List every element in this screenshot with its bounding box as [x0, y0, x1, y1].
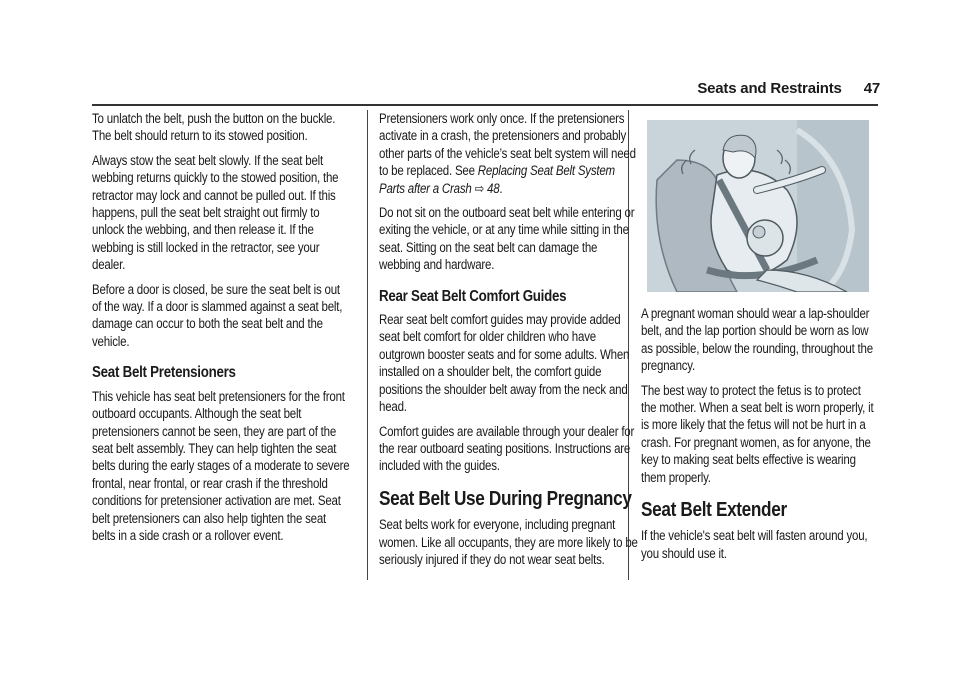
illustration-svg [647, 120, 869, 292]
heading-seat-belt-extender: Seat Belt Extender [641, 499, 787, 522]
column-3 [641, 305, 875, 569]
link-replacing-seat-belt-parts[interactable]: Replacing Seat Belt System Parts after a Crash [379, 163, 615, 196]
heading-comfort-guides: Rear Seat Belt Comfort Guides [379, 287, 567, 305]
paragraph-comfort-availability: Comfort guides are available through your dealer for the rear outboard seating positions. Instructions are included with the guides. [379, 423, 635, 474]
column-divider-1 [367, 110, 368, 580]
paragraph-stow-slowly: Always stow the seat belt slowly. If the seat belt webbing returns quickly to the stowed position, the retractor may lock and cannot be pulled out. If this happens, pull the seat belt straight out firmly to unlock the webbing, and then release it. If the webbing is still locked in the retractor, see your dealer. [92, 152, 339, 273]
paragraph-pretensioners-once: Pretensioners work only once. If the pretensioners activate in a crash, the pretensioners and probably other parts of the vehicle’s seat belt system will need to be replaced. See Replacing Seat Belt System Parts after a Crash ⇨ 48. [379, 111, 636, 196]
paragraph-protect-fetus: The best way to protect the fetus is to protect the mother. When a seat belt is worn properly, it is more likely that the fetus will not be hurt in a crash. For pregnant women, as for anyone, the key to making seat belts effective is wearing them properly. [641, 382, 874, 485]
page-reference-number[interactable]: 48 [487, 180, 500, 196]
page-number: 47 [863, 80, 880, 97]
paragraph-pregnancy-intro: Seat belts work for everyone, including pregnant women. Like all occupants, they are more likely to be seriously injured if they do not wear seat belts. [379, 517, 638, 567]
page-reference-icon: ⇨ [474, 180, 485, 196]
paragraph-pretensioners: This vehicle has seat belt pretensioners for the front outboard occupants. Although the seat belt pretensioners cannot be seen, they are part of the seat belt assembly. They can help tighten the seat belts during the early stages of a moderate to severe frontal, near frontal, or rear crash if the threshold conditions for pretensioner activation are met. Seat belt pretensioners can also help tighten the seat belts in a side crash or a rollover event. [92, 388, 350, 543]
column-2 [379, 110, 639, 575]
heading-pregnancy: Seat Belt Use During Pregnancy [379, 487, 632, 510]
page-header [600, 80, 880, 102]
paragraph-do-not-sit: Do not sit on the outboard seat belt while entering or exiting the vehicle, or at any time while sitting in the seat. Sitting on the seat belt can damage the webbing and hardware. [379, 205, 635, 273]
paragraph-unlatch: To unlatch the belt, push the button on the buckle. The belt should return to its stowed position. [92, 111, 336, 144]
heading-pretensioners: Seat Belt Pretensioners [92, 364, 236, 382]
paragraph-comfort-guides: Rear seat belt comfort guides may provide added seat belt comfort for older children who have outgrown booster seats and for some adults. When installed on a shoulder belt, the comfort guide positions the shoulder belt away from the neck and head. [379, 312, 630, 415]
paragraph-door-closed: Before a door is closed, be sure the seat belt is out of the way. If a door is slammed against a seat belt, damage can occur to both the seat belt and the vehicle. [92, 281, 343, 349]
column-1 [92, 110, 352, 551]
header-rule [92, 104, 878, 106]
paragraph-extender: If the vehicle's seat belt will fasten around you, you should use it. [641, 528, 868, 561]
paragraph-pregnant-lap-belt: A pregnant woman should wear a lap-shoulder belt, and the lap portion should be worn as low as possible, below the rounding, throughout the pregnancy. [641, 306, 873, 374]
pregnant-woman-seatbelt-illustration [647, 120, 869, 292]
section-title: Seats and Restraints [697, 80, 842, 97]
